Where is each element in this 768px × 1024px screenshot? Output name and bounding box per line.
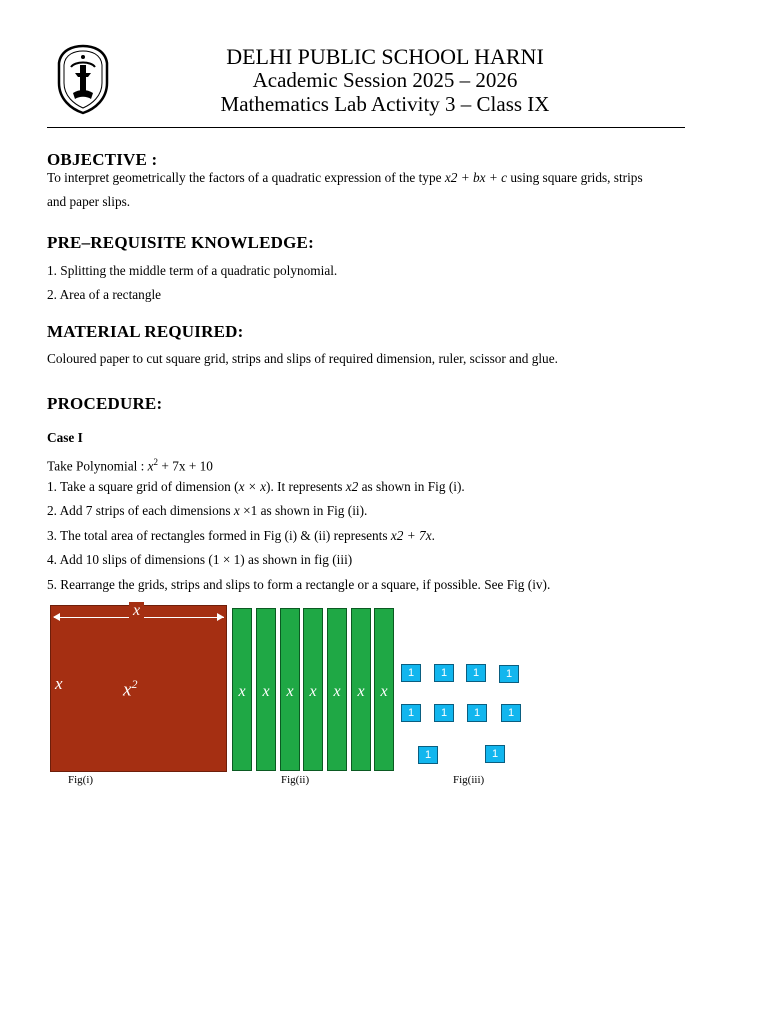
school-crest-icon [53, 43, 113, 115]
fig-iii-slip: 1 [434, 704, 454, 722]
step-math: x2 [345, 479, 359, 494]
fig-iii-slip: 1 [466, 664, 486, 682]
fig-ii-strip: x [303, 608, 323, 771]
procedure-step: 4. Add 10 slips of dimensions (1 × 1) as shown in fig (iii) [47, 552, 353, 567]
step-text: 3. The total area of rectangles formed in Fig (i) & (ii) represents [47, 528, 391, 543]
polynomial-prefix: Take Polynomial : [47, 458, 148, 474]
area-base: x [123, 679, 132, 701]
objective-heading: OBJECTIVE : [47, 150, 158, 169]
procedure-step [47, 503, 367, 519]
step-text: 2. Add 7 strips of each dimensions [47, 503, 234, 518]
fig-iii-slip: 1 [418, 746, 438, 764]
fig-iii-slip: 1 [501, 704, 521, 722]
fig-ii-strip: x [351, 608, 371, 771]
step-text: ×1 as shown in Fig (ii). [239, 503, 368, 518]
case-title: Case I [47, 430, 83, 445]
prerequisite-item: 1. Splitting the middle term of a quadratic polynomial. [47, 263, 338, 278]
fig-iii-caption: Fig(iii) [453, 774, 485, 786]
school-name: DELHI PUBLIC SCHOOL HARNI [226, 44, 544, 69]
fig-iii-slip: 1 [499, 665, 519, 683]
procedure-heading: PROCEDURE: [47, 394, 163, 413]
polynomial-exponent: 2 [153, 457, 159, 467]
header-divider [47, 127, 685, 128]
step-math: x2 + 7x [390, 528, 432, 543]
fig-ii-strip: x [232, 608, 252, 771]
fig-i-side-label: x [55, 674, 63, 693]
arrow-right-icon [217, 613, 224, 621]
polynomial-x: x [147, 458, 154, 474]
objective-text-line1 [47, 170, 643, 186]
step-text: as shown in Fig (i). [358, 479, 465, 494]
step-math: x [233, 503, 240, 518]
objective-expression: x2 + bx + c [444, 170, 508, 185]
fig-i-area-label [123, 677, 137, 701]
polynomial-rest: + 7x + 10 [158, 458, 213, 474]
material-text: Coloured paper to cut square grid, strips and slips of required dimension, ruler, scissor and glue. [47, 351, 558, 366]
procedure-step [47, 479, 465, 495]
prerequisite-heading: PRE–REQUISITE KNOWLEDGE: [47, 233, 314, 252]
academic-session: Academic Session 2025 – 2026 [252, 68, 518, 92]
fig-ii-strip: x [256, 608, 276, 771]
fig-iii-slip: 1 [467, 704, 487, 722]
fig-ii-strip: x [280, 608, 300, 771]
fig-ii-strip: x [327, 608, 347, 771]
activity-title: Mathematics Lab Activity 3 – Class IX [220, 92, 550, 116]
procedure-step [47, 528, 435, 544]
material-heading: MATERIAL REQUIRED: [47, 322, 244, 341]
fig-iii-slip: 1 [401, 664, 421, 682]
objective-text-line2: and paper slips. [47, 194, 131, 209]
fig-ii-caption: Fig(ii) [281, 774, 310, 786]
fig-i-top-label: x [129, 602, 144, 620]
arrow-left-icon [53, 613, 60, 621]
step-text: . [431, 528, 435, 543]
polynomial-line [47, 454, 213, 474]
fig-ii-strip: x [374, 608, 394, 771]
fig-i-caption: Fig(i) [68, 774, 94, 786]
procedure-step: 5. Rearrange the grids, strips and slips to form a rectangle or a square, if possible. See Fig (iv). [47, 577, 551, 592]
prerequisite-item: 2. Area of a rectangle [47, 287, 162, 302]
fig-iii-slip: 1 [434, 664, 454, 682]
objective-text-b: using square grids, strips [507, 170, 643, 185]
objective-text-a: To interpret geometrically the factors of a quadratic expression of the type [47, 170, 445, 185]
area-exponent: 2 [131, 677, 138, 691]
fig-i-square-grid [50, 602, 227, 772]
fig-iii-slip: 1 [485, 745, 505, 763]
step-text: ). It represents [266, 479, 346, 494]
step-math: x × x [238, 479, 267, 494]
fig-iii-slip: 1 [401, 704, 421, 722]
step-text: 1. Take a square grid of dimension ( [47, 479, 239, 494]
